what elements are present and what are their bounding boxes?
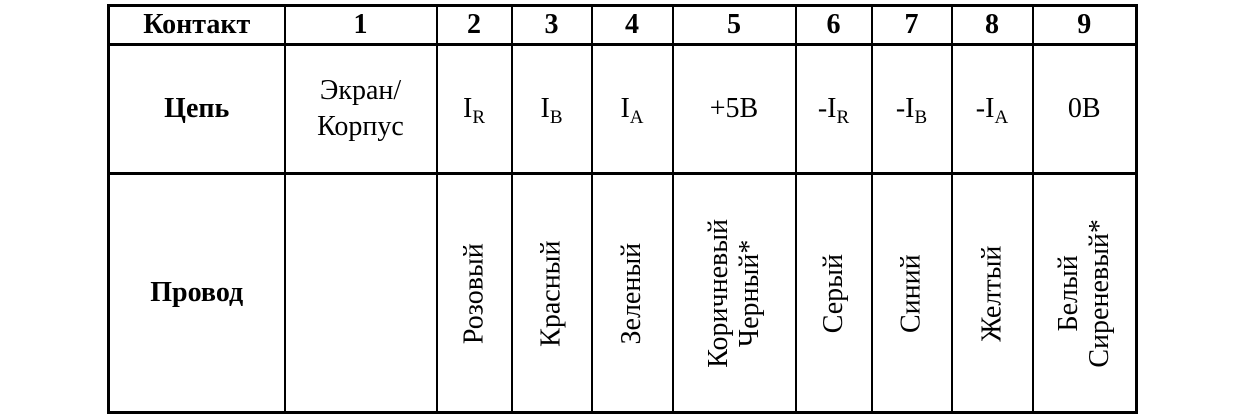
circuit-subscript: B	[549, 107, 563, 129]
circuit-text: -I	[817, 93, 837, 125]
circuit-subscript: R	[836, 107, 850, 129]
pin-number-6: 6	[796, 6, 872, 45]
circuit-cell-pin7	[872, 45, 952, 174]
circuit-cell-pin1	[285, 45, 437, 174]
pin-number-3: 3	[512, 6, 592, 45]
circuit-subscript: B	[914, 107, 928, 129]
row-label-wire: Провод	[109, 174, 285, 413]
circuit-text: +5В	[709, 93, 759, 125]
wire-cell-pin1	[285, 174, 437, 413]
circuit-text: 0В	[1067, 93, 1101, 125]
pin-number-8: 8	[952, 6, 1033, 45]
circuit-text: I	[540, 93, 550, 125]
circuit-text: I	[620, 93, 630, 125]
pin-number-7: 7	[872, 6, 952, 45]
row-label-circuit: Цепь	[109, 45, 285, 174]
circuit-subscript: A	[629, 107, 644, 129]
wire-color-text: Коричневый Черный*	[702, 219, 765, 368]
circuit-cell-pin5	[673, 45, 796, 174]
circuit-row	[109, 45, 1137, 174]
pin-number-5: 5	[673, 6, 796, 45]
circuit-text: I	[462, 93, 473, 125]
circuit-text: -I	[975, 93, 995, 125]
wire-cell-pin5	[673, 174, 796, 413]
circuit-subscript: R	[472, 107, 485, 129]
pin-number-9: 9	[1033, 6, 1137, 45]
wire-cell-pin6	[796, 174, 872, 413]
wire-cell-pin8	[952, 174, 1033, 413]
contact-row	[109, 6, 1137, 45]
wire-cell-pin4	[592, 174, 673, 413]
wire-cell-pin9	[1033, 174, 1137, 413]
row-label-contact: Контакт	[109, 6, 285, 45]
wire-cell-pin2	[437, 174, 512, 413]
circuit-cell-pin2	[437, 45, 512, 174]
pinout-table	[107, 4, 1138, 414]
wire-color-text: Розовый	[458, 242, 490, 344]
circuit-subscript: A	[994, 107, 1009, 129]
circuit-text: -I	[895, 93, 915, 125]
circuit-cell-pin4	[592, 45, 673, 174]
wire-cell-pin3	[512, 174, 592, 413]
circuit-cell-pin3	[512, 45, 592, 174]
wire-color-text: Белый Сиреневый*	[1052, 219, 1116, 368]
circuit-cell-pin6	[796, 45, 872, 174]
wire-color-text: Желтый	[976, 245, 1008, 342]
wire-cell-pin7	[872, 174, 952, 413]
wire-color-text: Серый	[817, 253, 849, 334]
wire-color-text: Синий	[895, 254, 927, 333]
circuit-cell-pin8	[952, 45, 1033, 174]
wire-row	[109, 174, 1137, 413]
circuit-cell-pin9	[1033, 45, 1137, 174]
pin-number-4: 4	[592, 6, 673, 45]
pin-number-2: 2	[437, 6, 512, 45]
wire-color-text: Красный	[535, 240, 567, 347]
circuit-text: Экран/ Корпус	[317, 75, 404, 143]
pin-number-1: 1	[285, 6, 437, 45]
wire-color-text: Зеленый	[616, 242, 648, 345]
